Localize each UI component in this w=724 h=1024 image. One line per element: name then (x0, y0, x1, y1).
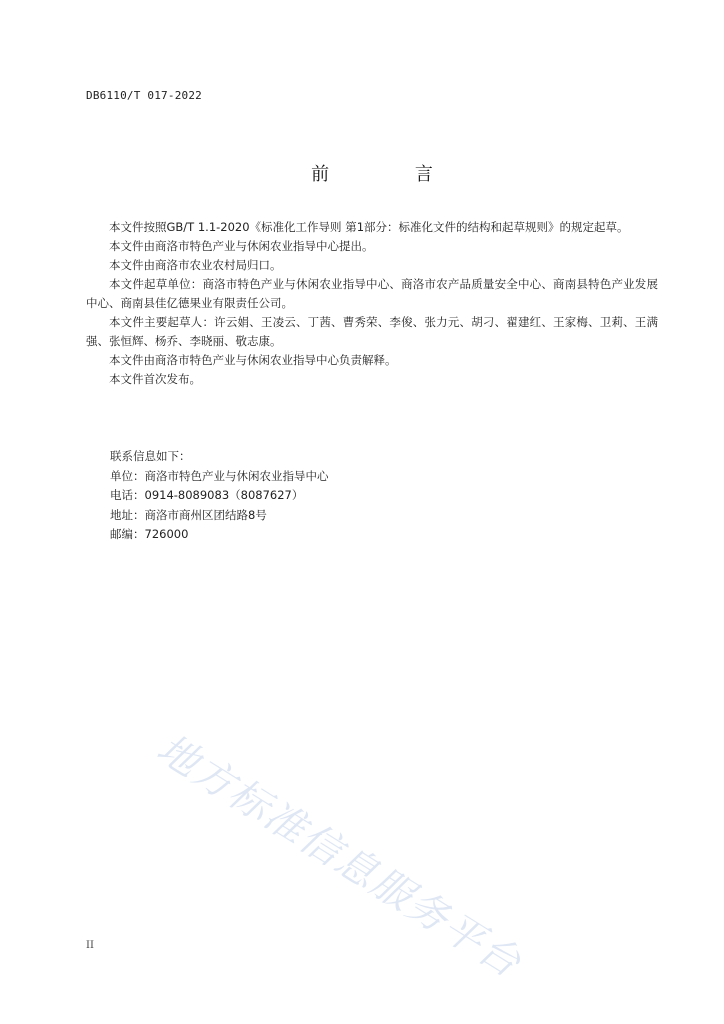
paragraph-first-release: 本文件首次发布。 (109, 372, 201, 386)
contact-info (110, 447, 329, 545)
contact-address: 地址：商洛市商州区团结路8号 (110, 507, 267, 522)
paragraph-drafting-units: 本文件起草单位：商洛市特色产业与休闲农业指导中心、商洛市农产品质量安全中心、商南县特色产业发展中心、商南县佳亿德果业有限责任公司。 (86, 277, 658, 310)
paragraph-proposer: 本文件由商洛市特色产业与休闲农业指导中心提出。 (109, 239, 374, 253)
contact-postcode: 邮编：726000 (110, 527, 189, 541)
document-code: DB6110/T 017-2022 (86, 89, 202, 102)
paragraph-drafting-rules: 本文件按照GB/T 1.1-2020《标准化工作导则 第1部分：标准化文件的结构和起草规则》的规定起草。 (109, 220, 629, 234)
page-title: 前 言 (311, 164, 473, 185)
contact-phone: 电话：0914-8089083（8087627） (110, 488, 304, 502)
foreword-body (86, 218, 658, 389)
watermark: 地方标准信息服务平台 (148, 725, 530, 988)
paragraph-interpretation: 本文件由商洛市特色产业与休闲农业指导中心负责解释。 (109, 353, 397, 367)
paragraph-drafters: 本文件主要起草人：许云娟、王凌云、丁茜、曹秀荣、李俊、张力元、胡刁、翟建红、王家梅、卫莉、王满强、张恒辉、杨乔、李晓丽、敬志康。 (86, 315, 658, 348)
page-number: II (86, 940, 94, 951)
contact-unit: 单位：商洛市特色产业与休闲农业指导中心 (110, 468, 329, 483)
contact-heading: 联系信息如下： (110, 449, 191, 463)
paragraph-administrator: 本文件由商洛市农业农村局归口。 (109, 258, 282, 272)
